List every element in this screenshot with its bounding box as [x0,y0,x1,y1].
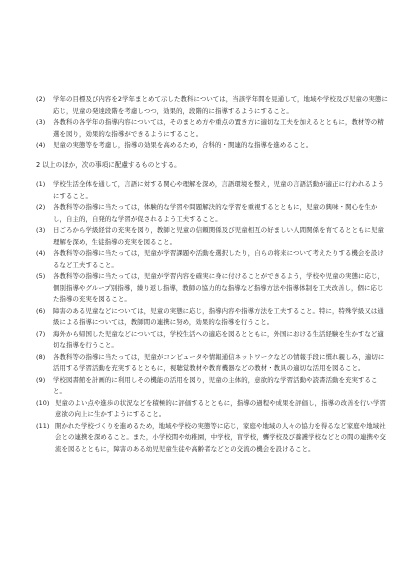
item-number: (8) [36,352,46,361]
item-number: (9) [36,375,46,384]
list-item-b9 [36,375,388,398]
item-text: 児童の実態等を考慮し，指導の効果を高めるため，合科的・関連的な指導を進めること。 [53,141,313,149]
item-number: (3) [36,226,46,234]
item-number: (3) [36,118,46,126]
list-item-b1 [36,179,388,202]
item-text: 学校生活全体を通して，言語に対する関心や理解を深め，言語環境を整え，児童の言語活動が適正に行われるようにすること。 [53,180,385,200]
list-item-b8 [36,352,388,375]
item-number: (4) [36,141,46,149]
item-text: 障害のある児童などについては，児童の実態に応じ，指導内容や指導方法を工夫すること。特に，特殊学級又は通級による指導については，教師間の連携に努め，効果的な指導を行うこと。 [53,306,384,326]
item-text: 各教科の各学年の指導内容については，そのまとめ方や重点の置き方に適切な工夫を加えるとともに，教材等の精選を図り，効果的な指導ができるようにすること。 [53,118,384,138]
list-item-b7 [36,329,388,352]
item-text: 各教科等の指導に当たっては，児童が学習課題や活動を選択したり，自らの将来について考えたりする機会を設けるなど工夫すること。 [53,249,384,269]
list-item-b4 [36,248,388,271]
item-text: 開かれた学校づくりを進めるため，地域や学校の実態等に応じ，家庭や地域の人々の協力を得るなど家庭や地域社会との連携を深めること。また，小学校間や幼稚園，中学校，盲学校，聾学校及び養護学校などとの間の連携や交流を図るとともに，障害のある幼児児童生徒や高齢者などとの交流の機会を設けること。 [55,421,387,453]
list-item-b5 [36,271,388,306]
item-number: (11) [36,421,50,430]
item-number: (2) [36,95,46,103]
item-text: 海外から帰国した児童などについては，学校生活への適応を図るとともに，外国における生活経験を生かすなど適切な指導を行うこと。 [53,329,384,349]
item-number: (1) [36,180,46,188]
list-item-b6 [36,306,388,329]
list-item-b11 [36,421,388,456]
item-text: 各教科等の指導に当たっては，体験的な学習や問題解決的な学習を重視するとともに，児童の興味・関心を生かし，自主的，自発的な学習が促されるよう工夫すること。 [53,203,378,223]
list-item-a2 [36,94,388,117]
item-number: (7) [36,329,46,338]
item-text: 日ごろから学級経営の充実を図り，教師と児童の信頼関係及び児童相互の好ましい人間関係を育てるとともに児童理解を深め，生徒指導の充実を図ること。 [53,226,385,246]
item-text: 学年の目標及び内容を2学年まとめて示した教科については，当該学年間を見通して，地域や学校及び児童の実態に応じ，児童の発達段階を考慮しつつ，効果的，段階的に指導するようにすること。 [53,95,388,115]
item-number: (6) [36,306,46,315]
section-heading: 2 以上のほか，次の事項に配慮するものとする。 [36,160,181,169]
item-number: (10) [36,398,50,407]
item-text: 児童のよい点や進歩の状況などを積極的に評価するとともに，指導の過程や成果を評価し，指導の改善を行い学習意欲の向上に生かすようにすること。 [55,398,387,418]
document-body [36,94,388,455]
list-item-b2 [36,202,388,225]
item-text: 学校図書館を計画的に利用しその機能の活用を図り，児童の主体的，意欲的な学習活動や読書活動を充実すること。 [53,375,378,395]
item-text: 各教科等の指導に当たっては，児童がコンピュータや情報通信ネットワークなどの情報手段に慣れ親しみ，適切に活用する学習活動を充実するとともに，視聴覚教材や教育機器などの教材・教具の適切な活用を図ること。 [53,352,385,372]
list-item-b3 [36,225,388,248]
item-number: (5) [36,272,46,280]
list-item-b10 [36,398,388,421]
item-text: 各教科等の指導に当たっては，児童が学習内容を確実に身に付けることができるよう，学校や児童の実態に応じ，個別指導やグループ別指導，繰り返し指導，教師の協力的な指導など指導方法や指導体制を工夫改善し，個に応じた指導の充実を図ること。 [53,272,385,303]
list-item-a4 [36,140,388,152]
list-item-a3 [36,117,388,140]
item-number: (4) [36,249,46,257]
item-number: (2) [36,203,46,211]
